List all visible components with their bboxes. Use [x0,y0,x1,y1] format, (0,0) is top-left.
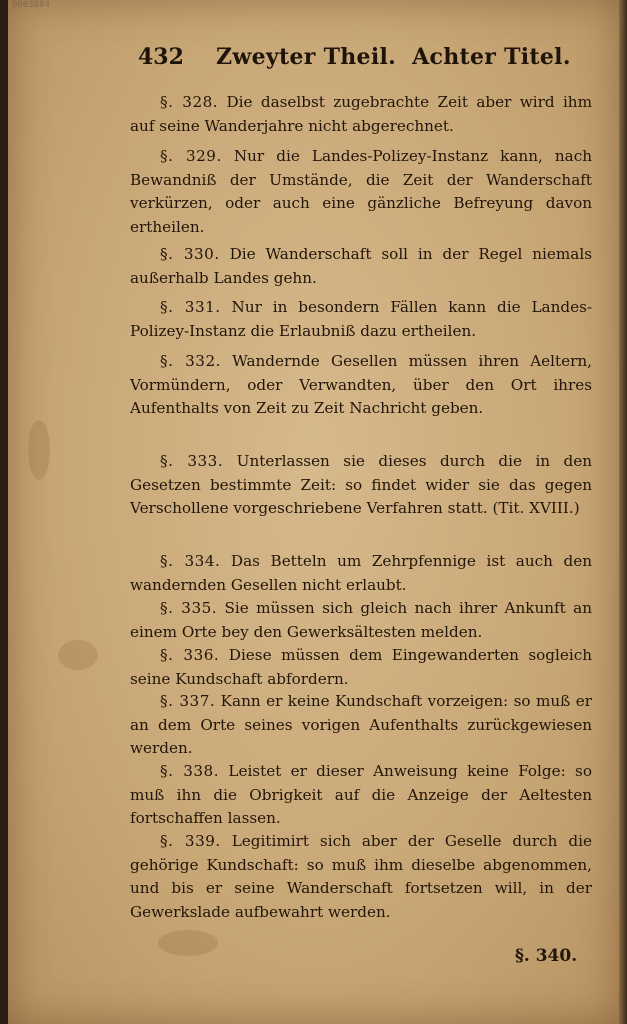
page-number: 432 [138,44,184,70]
paragraph-333 [130,450,592,521]
paper-stain [28,420,50,480]
paragraph-336 [130,644,592,691]
section-number: §. 334. [160,552,221,570]
paragraph-331 [130,296,592,343]
section-number: §. 330. [160,245,220,263]
paragraph-text: Die daselbst zugebrachte Zeit aber wird ihm auf seine Wanderjahre nicht abgerechnet. [130,93,592,135]
paragraph-339 [130,830,592,924]
scan-mark: 0003884 [12,0,50,10]
paragraph-text: Diese müssen dem Eingewanderten sogleich seine Kundschaft abfordern. [130,646,593,688]
paragraph-334 [130,550,592,597]
paragraph-330 [130,243,592,290]
section-number: §. 336. [160,646,220,664]
paragraph-328 [130,91,592,138]
paragraph-text: Leistet er dieser Anweisung keine Folge: so muß ihn die Obrigkeit auf die Anzeige der Aeltesten fortschaffen lassen. [130,762,592,827]
section-number: §. 332. [160,352,221,370]
paragraph-text: Die Wanderschaft soll in der Regel niemals außerhalb Landes gehn. [130,245,592,287]
paragraph-text: Sie müssen sich gleich nach ihrer Ankunft an einem Orte bey den Gewerksältesten melden. [130,599,592,641]
catchword: §. 340. [515,946,578,966]
paragraph-338 [130,760,592,831]
section-number: §. 337. [160,692,216,710]
section-number: §. 328. [160,93,219,111]
paragraph-text: Nur in besondern Fällen kann die Landes-Polizey-Instanz die Erlaubniß dazu ertheilen. [130,298,592,340]
running-header [138,42,598,74]
section-number: §. 339. [160,832,221,850]
paragraph-329 [130,145,592,239]
paragraph-text: Nur die Landes-Polizey-Instanz kann, nach Bewandniß der Umstände, die Zeit der Wanderschaft verkürzen, oder auch eine gänzliche Befreyung davon ertheilen. [130,147,592,236]
part-title: Zweyter Theil. [216,44,397,70]
chapter-title: Achter Titel. [412,44,571,70]
paragraph-text: Das Betteln um Zehrpfennige ist auch den wandernden Gesellen nicht erlaubt. [130,552,593,594]
section-number: §. 333. [160,452,224,470]
paper-stain [58,640,98,670]
section-number: §. 329. [160,147,222,165]
paragraph-text: Wandernde Gesellen müssen ihren Aeltern, Vormündern, oder Verwandten, über den Ort ihres Aufenthalts von Zeit zu Zeit Nachricht geben. [130,352,592,417]
paragraph-335 [130,597,592,644]
running-title [216,44,571,70]
section-number: §. 338. [160,762,220,780]
book-edge [619,0,627,1024]
section-number: §. 335. [160,599,218,617]
paragraph-text: Unterlassen sie dieses durch die in den Gesetzen bestimmte Zeit: so findet wider sie das gegen Verschollene vorgeschriebene Verfahren statt. (Tit. XVIII.) [130,452,593,517]
paragraph-text: Kann er keine Kundschaft vorzeigen: so muß er an dem Orte seines vorigen Aufenthalts zurückgewiesen werden. [130,692,593,757]
section-number: §. 331. [160,298,221,316]
paragraph-text: Legitimirt sich aber der Geselle durch die gehörige Kundschaft: so muß ihm dieselbe abgenommen, und bis er seine Wanderschaft fortsetzen will, in der Gewerkslade aufbewahrt werden. [130,832,593,921]
paragraph-332 [130,350,592,421]
paragraph-337 [130,690,592,761]
paper-stain [158,930,218,956]
